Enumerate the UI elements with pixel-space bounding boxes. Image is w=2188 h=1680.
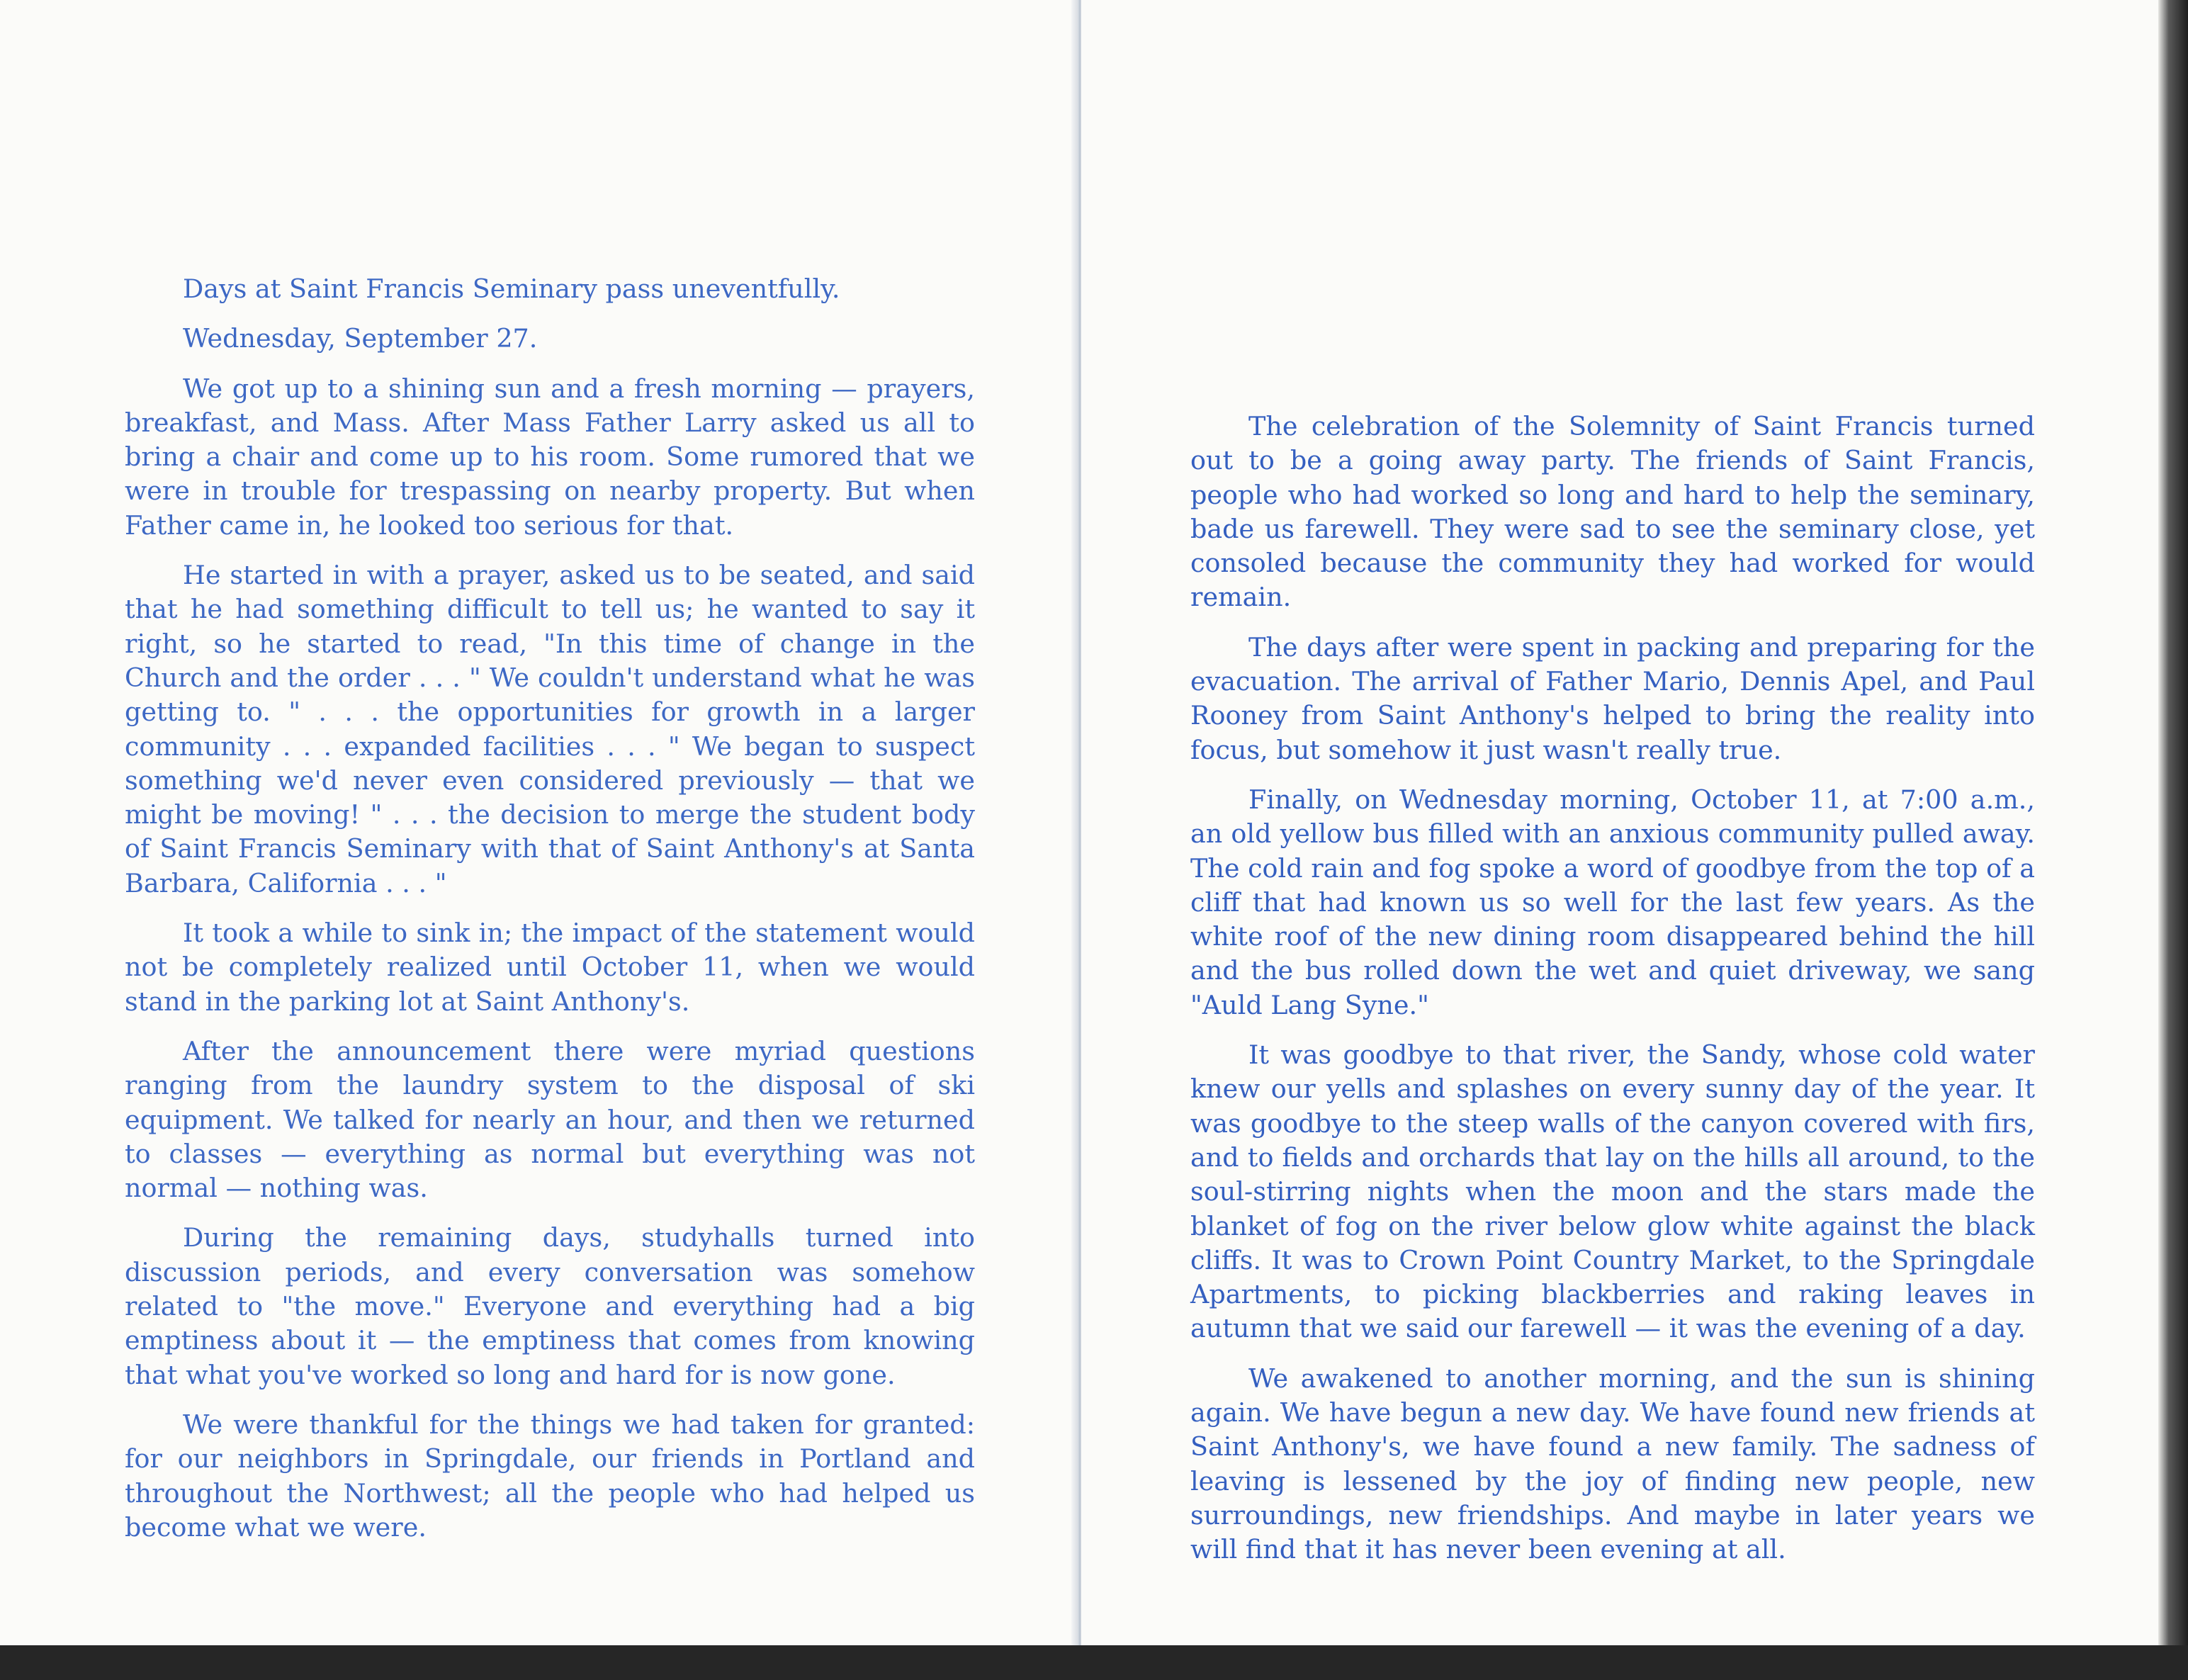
paragraph: After the announcement there were myriad questions ranging from the laundry system to the disposal of ski equipment. We talked for nearly an hour, and then we returned to classes — everything as normal but everything was not normal — nothing was. <box>125 1035 975 1204</box>
paragraph: It took a while to sink in; the impact of the statement would not be completely realized until October 11, when we would stand in the parking lot at Saint Anthony's. <box>125 918 975 1017</box>
page-edge-shadow <box>2158 0 2188 1680</box>
paragraph-date: Wednesday, September 27. <box>183 323 538 354</box>
left-page <box>0 0 1078 1645</box>
paragraph: The days after were spent in packing and preparing for the evacuation. The arrival of Father Mario, Dennis Apel, and Paul Rooney from Saint Anthony's helped to bring the reality into focus, but somehow it just wasn't really true. <box>1190 631 2035 765</box>
paragraph: We awakened to another morning, and the sun is shining again. We have begun a new day. We have found new friends at Saint Anthony's, we have found a new family. The sadness of leaving is lessened by the joy of finding new people, new surroundings, new friendships. And maybe in later years we will find that it has never been evening at all. <box>1190 1363 2035 1565</box>
paragraph: During the remaining days, studyhalls turned into discussion periods, and every conversation was somehow related to "the move." Everyone and everything had a big emptiness about it — the emptiness that comes from knowing that what you've worked so long and hard for is now gone. <box>125 1222 975 1390</box>
paragraph: It was goodbye to that river, the Sandy, whose cold water knew our yells and splashes on every sunny day of the year. It was goodbye to the steep walls of the canyon covered with firs, and to fields and orchards that lay on the hills all around, to the soul-stirring nights when the moon and the stars made the blanket of fog on the river below glow white against the black cliffs. It was to Crown Point Country Market, to the Springdale Apartments, to picking blackberries and raking leaves in autumn that we said our farewell — it was the evening of a day. <box>1190 1039 2035 1344</box>
right-page-text <box>1190 410 2035 1583</box>
paragraph: We got up to a shining sun and a fresh morning — prayers, breakfast, and Mass. After Mass Father Larry asked us all to bring a chair and come up to his room. Some rumored that we were in trouble for trespassing on nearby property. But when Father came in, he looked too serious for that. <box>125 373 975 541</box>
scan-background-bottom <box>0 1645 2188 1680</box>
left-page-text <box>125 272 975 1560</box>
paragraph-intro: Days at Saint Francis Seminary pass uneventfully. <box>183 274 840 304</box>
paragraph: He started in with a prayer, asked us to be seated, and said that he had something difficult to tell us; he wanted to say it right, so he started to read, "In this time of change in the Church and the order . . . " We couldn't understand what he was getting to. " . . . the opportunities for growth in a larger community . . . expanded facilities . . . " We began to suspect something we'd never even considered previously — that we might be moving! " . . . the decision to merge the student body of Saint Francis Seminary with that of Saint Anthony's at Santa Barbara, California . . . " <box>125 560 975 898</box>
paragraph: We were thankful for the things we had taken for granted: for our neighbors in Springdale, our friends in Portland and throughout the Northwest; all the people who had helped us become what we were. <box>125 1409 975 1543</box>
paragraph: Finally, on Wednesday morning, October 11, at 7:00 a.m., an old yellow bus filled with an anxious community pulled away. The cold rain and fog spoke a word of goodbye from the top of a cliff that had known us so well for the last few years. As the white roof of the new dining room disappeared behind the hill and the bus rolled down the wet and quiet driveway, we sang "Auld Lang Syne." <box>1190 784 2035 1020</box>
paragraph: The celebration of the Solemnity of Saint Francis turned out to be a going away party. The friends of Saint Francis, people who had worked so long and hard to help the seminary, bade us farewell. They were sad to see the seminary close, yet consoled because the community they had worked for would remain. <box>1190 411 2035 613</box>
